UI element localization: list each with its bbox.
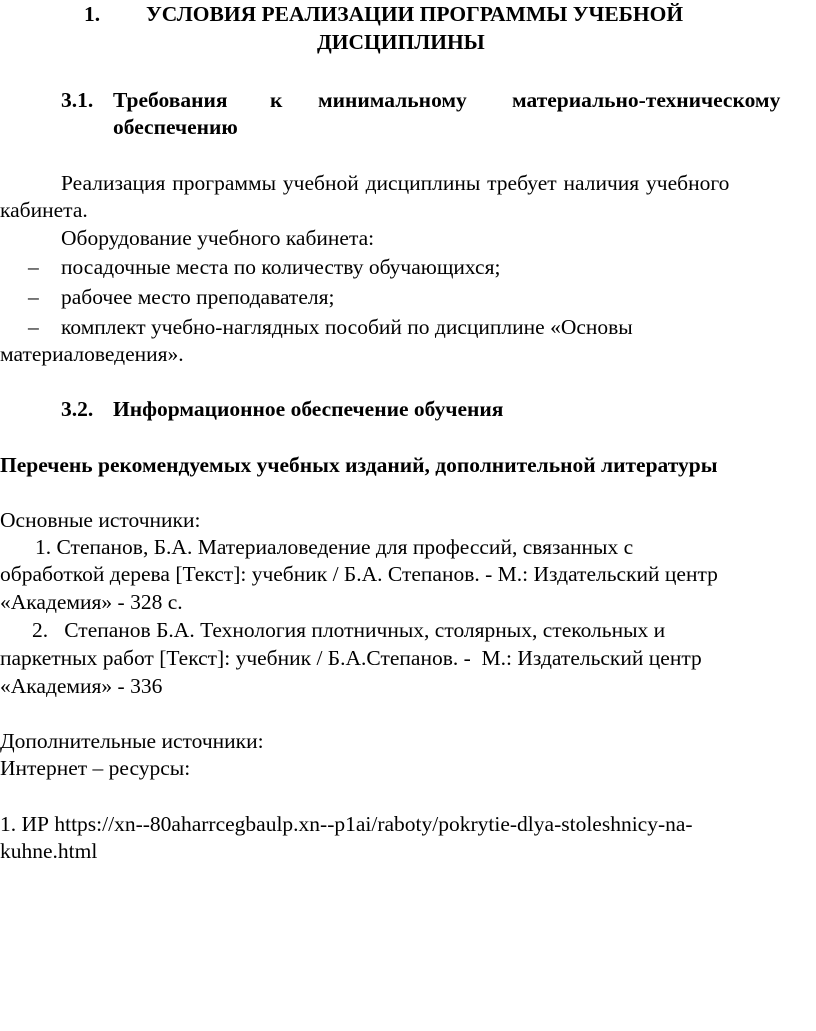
section-3-1-title-word1: Требования <box>113 88 228 112</box>
heading-title-line2: ДИСЦИПЛИНЫ <box>317 30 485 54</box>
main-source-2-line2: паркетных работ [Текст]: учебник / Б.А.Степанов. - М.: Издательский центр <box>0 646 702 670</box>
bullet-item-3: комплект учебно-наглядных пособий по дисциплине «Основы <box>61 315 633 339</box>
section-3-2-title: Информационное обеспечение обучения <box>113 397 504 421</box>
main-source-1-line1: 1. Степанов, Б.А. Материаловедение для профессий, связанных с <box>35 535 634 559</box>
bullet-item-2: рабочее место преподавателя; <box>61 285 335 309</box>
internet-resource-1-line2: kuhne.html <box>0 839 98 863</box>
section-3-1-number: 3.1. <box>61 88 94 112</box>
heading-title-line1: УСЛОВИЯ РЕАЛИЗАЦИИ ПРОГРАММЫ УЧЕБНОЙ <box>146 2 684 26</box>
heading-number: 1. <box>84 2 101 26</box>
section-3-1-title-line2: обеспечению <box>113 115 238 139</box>
section-3-1-title-word3: минимальному <box>318 88 467 112</box>
section-3-1-title-word2: к <box>270 88 283 112</box>
paragraph-line2: кабинета. <box>0 198 88 222</box>
literature-list-heading: Перечень рекомендуемых учебных изданий, дополнительной литературы <box>0 453 718 477</box>
internet-resource-1-line1: 1. ИР https://xn--80aharrcegbaulp.xn--p1ai/raboty/pokrytie-dlya-stoleshnicy-na- <box>0 812 693 836</box>
main-source-1-line2: обработкой дерева [Текст]: учебник / Б.А. Степанов. - М.: Издательский центр <box>0 562 718 586</box>
bullet-item-1: посадочные места по количеству обучающихся; <box>61 255 501 279</box>
bullet-dash: – <box>28 255 39 279</box>
section-3-1-title-word4: материально-техническому <box>512 88 781 112</box>
bullet-dash: – <box>28 315 39 339</box>
bullet-dash: – <box>28 285 39 309</box>
equipment-label: Оборудование учебного кабинета: <box>61 226 375 250</box>
main-source-2-line1: 2. Степанов Б.А. Технология плотничных, столярных, стекольных и <box>32 618 666 642</box>
main-sources-label: Основные источники: <box>0 508 201 532</box>
main-source-1-line3: «Академия» - 328 с. <box>0 590 183 614</box>
additional-sources-label: Дополнительные источники: <box>0 729 264 753</box>
paragraph-line1: Реализация программы учебной дисциплины требует наличия учебного <box>61 171 730 195</box>
main-source-2-line3: «Академия» - 336 <box>0 674 163 698</box>
internet-resources-label: Интернет – ресурсы: <box>0 756 191 780</box>
bullet-item-3-continuation: материаловедения». <box>0 342 184 366</box>
section-3-2-number: 3.2. <box>61 397 94 421</box>
